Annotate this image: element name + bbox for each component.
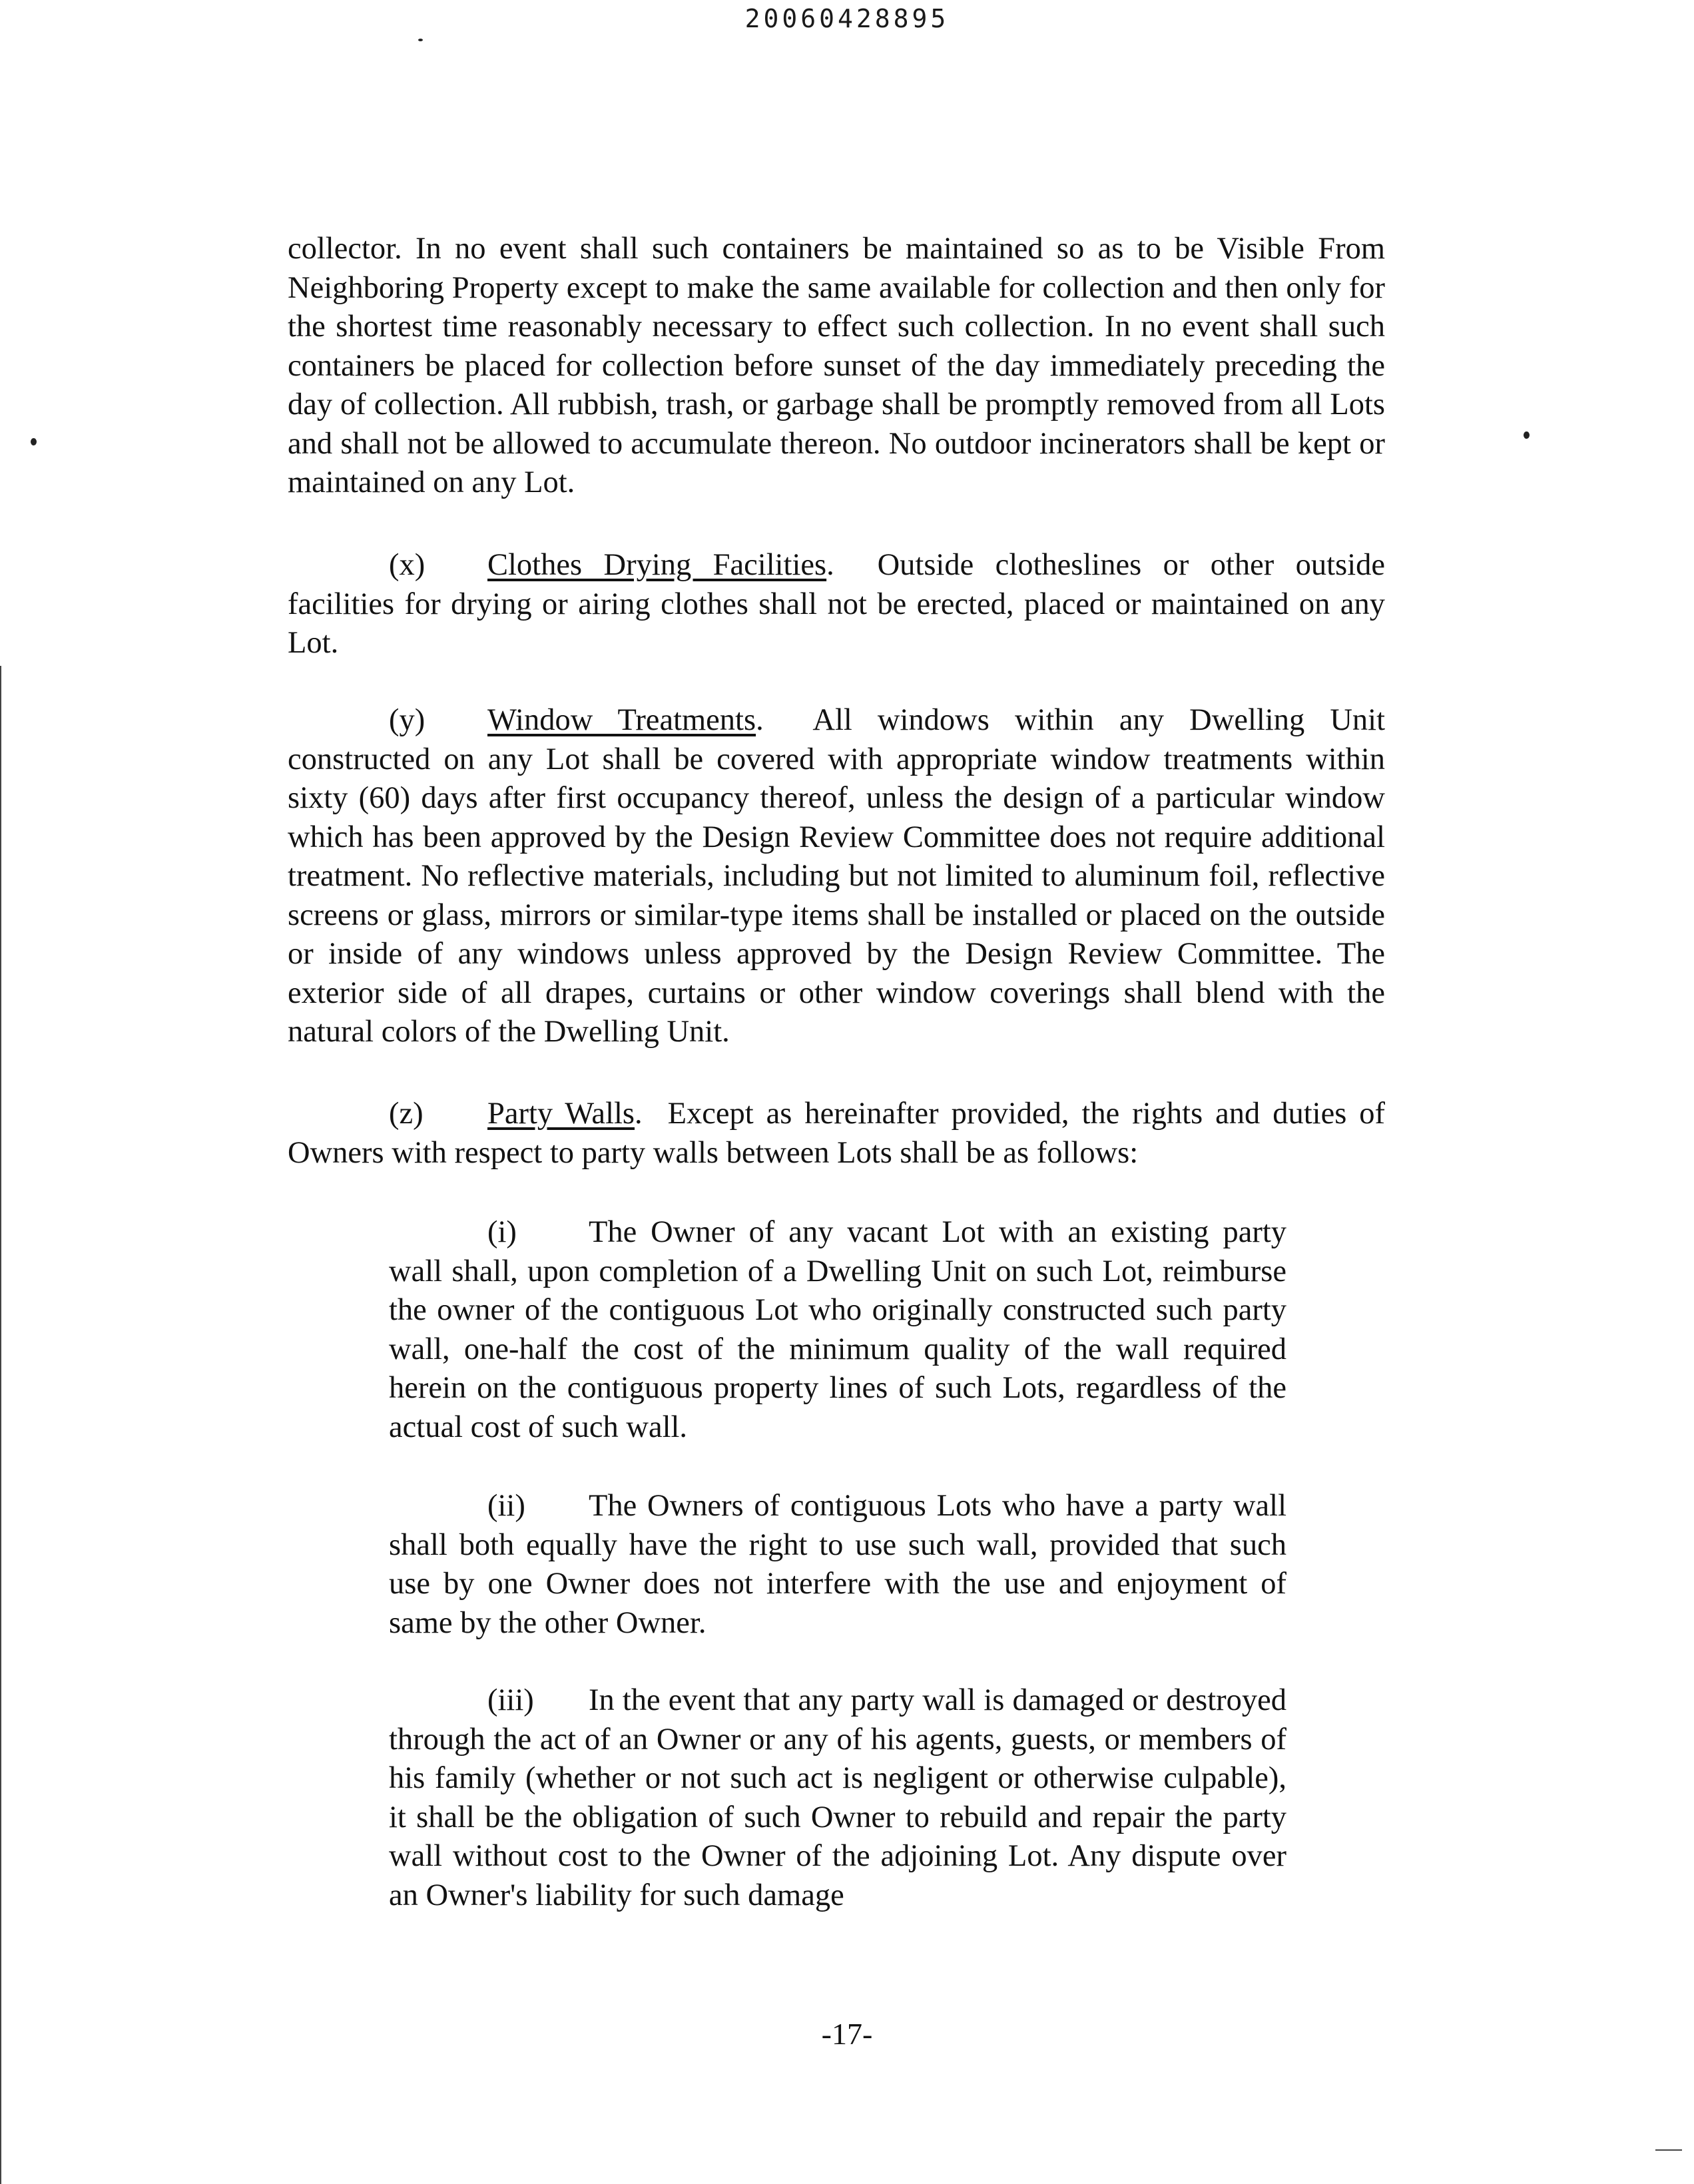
- section-z: (z) Party Walls. Except as hereinafter provided, the rights and duties of Owners with respect to party walls between Lots shall be as follows:: [288, 1095, 1385, 1173]
- subsection-number: (i): [487, 1215, 517, 1249]
- document-number: 20060428895: [744, 4, 950, 33]
- subsection-i: [389, 1213, 1286, 1447]
- section-number: (z): [389, 1097, 424, 1131]
- subsection-ii: [389, 1487, 1286, 1643]
- subsection-number: (ii): [487, 1489, 525, 1523]
- page-number: -17-: [821, 2017, 873, 2051]
- section-text: Except as hereinafter provided, the rights and duties of Owners with respect to party walls between Lots shall be as follows:: [288, 1097, 1385, 1170]
- intro-paragraph: [288, 230, 1385, 503]
- scan-speck: [31, 438, 37, 445]
- section-x: (x) Clothes Drying Facilities. Outside clotheslines or other outside facilities for drying or airing clothes shall not be erected, placed or maintained on any Lot.: [288, 546, 1385, 663]
- section-y: (y) Window Treatments. All windows within any Dwelling Unit constructed on any Lot shall be covered with appropriate window treatments within sixty (60) days after first occupancy thereof, unless the design of a particular window which has been approved by the Design Review Committee does not require additional treatment. No reflective materials, including but not limited to aluminum foil, reflective screens or glass, mirrors or similar-type items shall be installed or placed on the outside or inside of any windows unless approved by the Design Review Committee. The exterior side of all drapes, curtains or other window coverings shall blend with the natural colors of the Dwelling Unit.: [288, 701, 1385, 1052]
- intro-text: collector. In no event shall such containers be maintained so as to be Visible From Neighboring Property except to make the same available for collection and then only for the shortest time reasonably necessary to effect such collection. In no event shall such containers be placed for collection before sunset of the day immediately preceding the day of collection. All rubbish, trash, or garbage shall be promptly removed from all Lots and shall not be allowed to accumulate thereon. No outdoor incinerators shall be kept or maintained on any Lot.: [288, 232, 1385, 499]
- subsection-text: In the event that any party wall is damaged or destroyed through the act of an Owner or any of his agents, guests, or members of his family (whether or not such act is negligent or otherwise culpable), it shall be the obligation of such Owner to rebuild and repair the party wall without cost to the Owner of the adjoining Lot. Any dispute over an Owner's liability for such damage: [389, 1683, 1286, 1912]
- scan-speck: [418, 39, 423, 41]
- section-text: All windows within any Dwelling Unit constructed on any Lot shall be covered with appropriate window treatments within sixty (60) days after first occupancy thereof, unless the design of a particular window which has been approved by the Design Review Committee does not require additional treatment. No reflective materials, including but not limited to aluminum foil, reflective screens or glass, mirrors or similar-type items shall be installed or placed on the outside or inside of any windows unless approved by the Design Review Committee. The exterior side of all drapes, curtains or other window coverings shall blend with the natural colors of the Dwelling Unit.: [288, 703, 1385, 1049]
- scan-edge-line: [0, 666, 1, 2184]
- scan-edge-line: [1655, 2149, 1682, 2151]
- scan-speck: [1524, 431, 1530, 439]
- section-title: Party Walls: [487, 1097, 635, 1131]
- section-title: Clothes Drying Facilities: [487, 548, 827, 582]
- subsection-text: The Owners of contiguous Lots who have a party wall shall both equally have the right to use such wall, provided that such use by one Owner does not interfere with the use and enjoyment of same by the other Owner.: [389, 1489, 1286, 1640]
- subsection-iii: [389, 1681, 1286, 1915]
- section-text: Outside clotheslines or other outside facilities for drying or airing clothes shall not be erected, placed or maintained on any Lot.: [288, 548, 1386, 660]
- section-title: Window Treatments: [487, 703, 756, 737]
- section-number: (y): [389, 703, 425, 737]
- subsection-number: (iii): [487, 1683, 534, 1717]
- section-number: (x): [389, 548, 425, 582]
- subsection-text: The Owner of any vacant Lot with an existing party wall shall, upon completion of a Dwelling Unit on such Lot, reimburse the owner of the contiguous Lot who originally constructed such party wall, one-half the cost of the minimum quality of the wall required herein on the contiguous property lines of such Lots, regardless of the actual cost of such wall.: [389, 1215, 1286, 1444]
